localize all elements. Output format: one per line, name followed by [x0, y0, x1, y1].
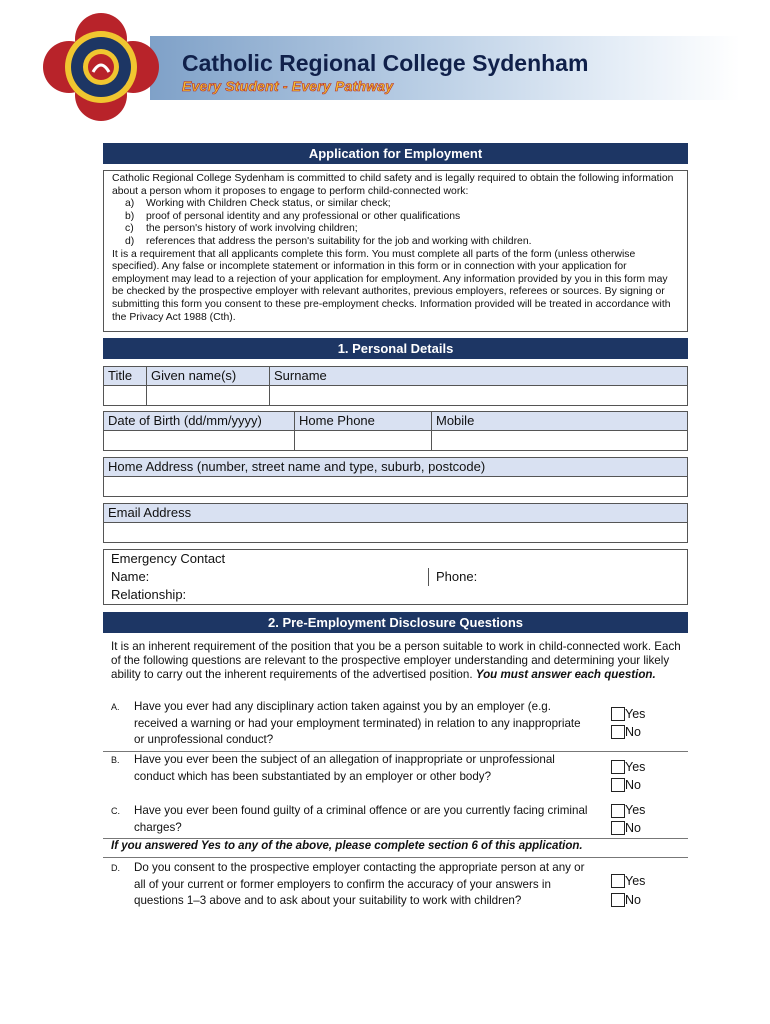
question-text: Do you consent to the prospective employer contacting the appropriate person at any or all of your current or former employers to confirm the accuracy of your answers in questions 1–3 above and to ask about your suitability to work with children?	[134, 861, 585, 907]
home-phone-label: Home Phone	[294, 412, 431, 430]
must-answer-note: You must answer each question.	[475, 668, 656, 681]
yes-label: Yes	[625, 803, 646, 817]
question-b-no-checkbox[interactable]	[611, 778, 625, 792]
address-input[interactable]	[103, 477, 688, 497]
emergency-phone-input[interactable]	[486, 568, 682, 586]
address-label: Home Address (number, street name and type, suburb, postcode)	[108, 459, 486, 474]
divider	[103, 857, 688, 858]
surname-input[interactable]	[269, 386, 687, 405]
question-a-yes-checkbox[interactable]	[611, 707, 625, 721]
title-label: Title	[108, 368, 133, 383]
question-d	[111, 860, 611, 910]
yes-label: Yes	[625, 874, 646, 888]
divider	[103, 838, 688, 839]
emergency-relationship-input[interactable]	[200, 586, 682, 604]
list-item: b) proof of personal identity and any professional or other qualifications	[125, 210, 461, 222]
yes-label: Yes	[625, 707, 646, 721]
contact-input-row	[103, 431, 688, 451]
emergency-phone-label: Phone:	[436, 569, 478, 584]
question-a	[111, 699, 611, 749]
emergency-relationship-label: Relationship:	[111, 587, 187, 602]
question-b	[111, 752, 611, 785]
question-c-yes-checkbox[interactable]	[611, 804, 625, 818]
list-item: a) Working with Children Check status, or similar check;	[125, 198, 391, 210]
list-item: d) references that address the person's suitability for the job and working with children.	[125, 235, 532, 247]
intro-paragraph-2: It is a requirement that all applicants complete this form. You must complete all parts of the form (unless otherwise specified). Any false or incomplete statement or information in this form or in connection with your application for employment may lead to a rejection of your application for employment. Any information provided by you in this form may be checked by the prospective employer with relevant authorites, previous employers, referees or sources. By signing or submitting this form you consent to these pre-employment checks. Information provided will be treated in accordance with the Privacy Act 1988 (Cth).	[112, 248, 671, 323]
question-text: Have you ever been found guilty of a criminal offence or are you currently facing criminal charges?	[134, 804, 588, 834]
form-title: Application for Employment	[103, 143, 688, 164]
given-names-label: Given name(s)	[146, 367, 269, 385]
college-crest-logo	[36, 12, 166, 122]
question-letter: B.	[111, 755, 120, 765]
email-input[interactable]	[103, 523, 688, 543]
question-c	[111, 803, 611, 836]
no-label: No	[625, 725, 641, 739]
yes-label: Yes	[625, 760, 646, 774]
question-text: Have you ever had any disciplinary action taken against you by an employer (e.g. received a warning or had your employment terminated) in relation to any inappropriate or unprofessional conduct?	[134, 700, 581, 746]
name-input-row	[103, 386, 688, 406]
mobile-input[interactable]	[431, 431, 687, 450]
emergency-name-input[interactable]	[160, 568, 428, 586]
intro-statement	[103, 170, 688, 332]
disclosure-intro: It is an inherent requirement of the position that you be a person suitable to work in child-connected work. Each of the following questions are relevant to the prospective employer understanding and determining your likely ability to carry out the inherent requirements of the advertised position. You must answer each question.	[111, 640, 681, 681]
dob-input[interactable]	[104, 431, 294, 450]
no-label: No	[625, 778, 641, 792]
email-label-row	[103, 503, 688, 523]
no-label: No	[625, 893, 641, 907]
section-1-title: 1. Personal Details	[103, 338, 688, 359]
question-d-no-checkbox[interactable]	[611, 893, 625, 907]
divider	[428, 568, 429, 586]
address-label-row	[103, 457, 688, 477]
question-letter: A.	[111, 702, 120, 712]
question-d-yes-checkbox[interactable]	[611, 874, 625, 888]
emergency-contact-label: Emergency Contact	[111, 551, 226, 566]
list-item: c) the person's history of work involving children;	[125, 223, 358, 235]
title-input[interactable]	[104, 386, 146, 405]
school-motto: Every Student - Every Pathway	[182, 78, 394, 94]
question-text: Have you ever been the subject of an allegation of inappropriate or unprofessional conduct which has been substantiated by an employer or other body?	[134, 753, 555, 783]
question-letter: D.	[111, 863, 120, 873]
intro-paragraph-1: Catholic Regional College Sydenham is committed to child safety and is legally required to obtain the following information about a person whom it proposes to engage to perform child-connected work:	[112, 173, 674, 197]
dob-label: Date of Birth (dd/mm/yyyy)	[108, 413, 262, 428]
question-letter: C.	[111, 806, 120, 816]
section-6-note: If you answered Yes to any of the above, please complete section 6 of this application.	[111, 840, 583, 852]
emergency-name-label: Name:	[111, 569, 150, 584]
mobile-label: Mobile	[431, 412, 687, 430]
question-b-yes-checkbox[interactable]	[611, 760, 625, 774]
school-name: Catholic Regional College Sydenham	[182, 50, 589, 76]
home-phone-input[interactable]	[294, 431, 431, 450]
given-names-input[interactable]	[146, 386, 269, 405]
name-label-row	[103, 366, 688, 386]
email-label: Email Address	[108, 505, 192, 520]
question-c-no-checkbox[interactable]	[611, 821, 625, 835]
question-a-no-checkbox[interactable]	[611, 725, 625, 739]
section-2-title: 2. Pre-Employment Disclosure Questions	[103, 612, 688, 633]
surname-label: Surname	[269, 367, 687, 385]
no-label: No	[625, 821, 641, 835]
contact-label-row	[103, 411, 688, 431]
